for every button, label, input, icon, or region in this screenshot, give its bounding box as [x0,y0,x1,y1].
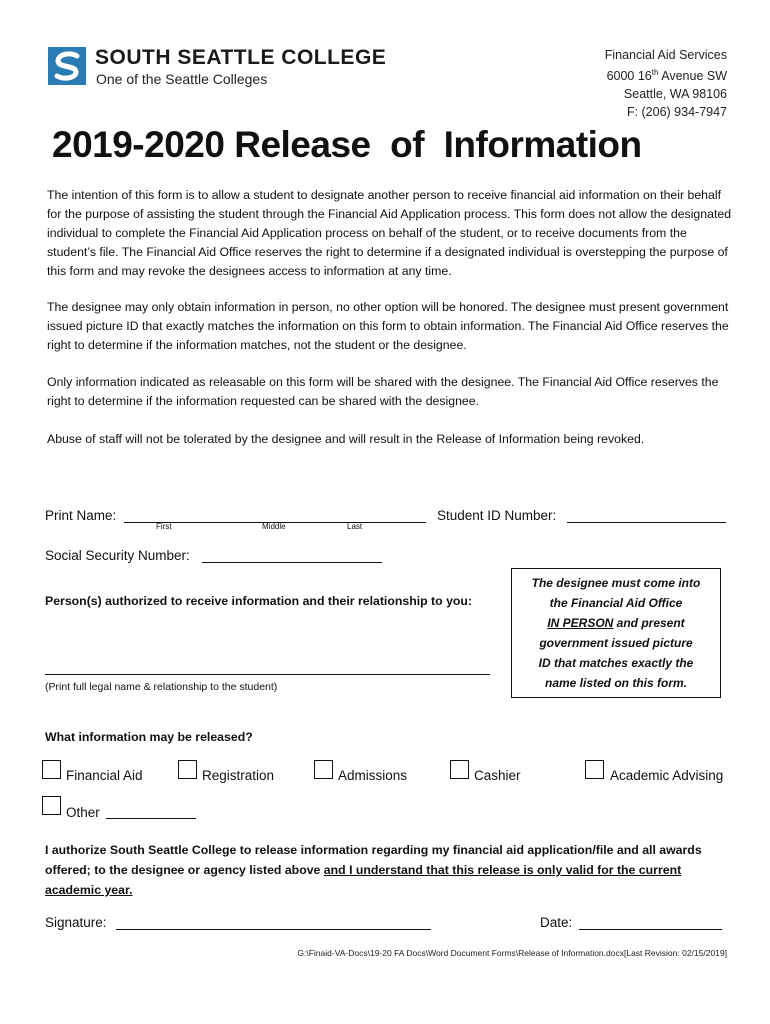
persons-authorized-field[interactable] [45,674,490,675]
street-ordinal: th [651,68,659,77]
in-person-notice [511,568,721,698]
persons-authorized-label: Person(s) authorized to receive information and their relationship to you: [45,594,473,608]
abuse-paragraph: Abuse of staff will not be tolerated by the designee and will result in the Release of Information being revoked. [47,432,645,446]
checkbox-registration[interactable] [178,760,197,779]
releasable-paragraph: Only information indicated as releasable on this form will be shared with the designee. The Financial Aid Office reserves the right to determine if the information requested can be shared with the designee. [47,375,719,408]
notice-line-3 [512,613,720,633]
street-name: Avenue SW [658,69,727,84]
label-admissions: Admissions [338,768,408,783]
checkbox-other[interactable] [42,796,61,815]
signature-label: Signature: [45,915,107,930]
student-id-field[interactable] [567,522,726,523]
date-field[interactable] [579,929,722,930]
notice-line-4: government issued picture [539,636,693,650]
ssn-field[interactable] [202,562,382,563]
logo-s-mark [48,47,86,85]
notice-line-5: ID that matches exactly the [538,656,694,670]
office-address [605,46,727,121]
date-label: Date: [540,915,573,930]
ssn-label: Social Security Number: [45,548,190,563]
address-street [605,64,727,85]
middle-name-caption: Middle [262,522,286,531]
last-name-caption: Last [347,522,363,531]
release-question: What information may be released? [45,730,253,744]
label-academic-advising: Academic Advising [610,768,724,783]
college-subtitle: One of the Seattle Colleges [96,71,268,87]
notice-line-2: the Financial Aid Office [549,596,683,610]
signature-field[interactable] [116,929,431,930]
label-other: Other [66,805,100,820]
in-person-emphasis: IN PERSON [547,616,614,630]
address-dept: Financial Aid Services [604,48,727,62]
checkbox-financial-aid[interactable] [42,760,61,779]
address-fax: F: (206) 934-7947 [626,105,727,120]
authorization-statement [45,840,735,900]
intro-paragraph: The intention of this form is to allow a student to designate another person to receive financial aid information on their behalf for the purpose of assisting the student through the Financial Aid Application process. This form does not allow the designated individual to complete the Financial Aid Application process on behalf of the student, or to receive documents from the student’s file. The Financial Aid Office reserves the right to determine if a designated individual is overstepping the purpose of this form and may revoke the designees access to information at any time. [47,188,732,278]
page-title: 2019-2020 Release of Information [52,124,642,165]
college-logo [48,47,86,85]
label-financial-aid: Financial Aid [66,768,143,783]
first-name-caption: First [156,522,172,531]
checkbox-cashier[interactable] [450,760,469,779]
file-path-footer: G:\Finaid-VA-Docs\19-20 FA Docs\Word Document Forms\Release of Information.docx[Last Revision: 02/15/2019] [297,948,727,958]
other-field[interactable] [106,818,196,819]
notice-line-6: name listed on this form. [544,676,688,690]
college-name: SOUTH SEATTLE COLLEGE [95,46,387,69]
checkbox-admissions[interactable] [314,760,333,779]
student-id-label: Student ID Number: [437,508,557,523]
authorization-validity: and I understand that this release is only valid for the current academic year. [45,863,682,897]
checkbox-academic-advising[interactable] [585,760,604,779]
notice-line-3-rest: and present [613,616,685,630]
label-cashier: Cashier [474,768,521,783]
notice-line-1: The designee must come into [531,576,701,590]
authorization-text: I authorize South Seattle College to release information regarding my financial aid application/file and all awards offered; to the designee or agency listed above [45,843,702,877]
label-registration: Registration [202,768,275,783]
print-note: (Print full legal name & relationship to the student) [45,681,278,693]
print-name-label: Print Name: [45,508,117,523]
street-number: 6000 16 [606,69,652,84]
address-city: Seattle, WA 98106 [623,87,727,102]
designee-paragraph: The designee may only obtain information in person, no other option will be honored. The designee must present government issued picture ID that exactly matches the information on this form to obtain information. The Financial Aid Office reserves the right to determine if the information matches, not the student or the designee. [47,300,729,352]
